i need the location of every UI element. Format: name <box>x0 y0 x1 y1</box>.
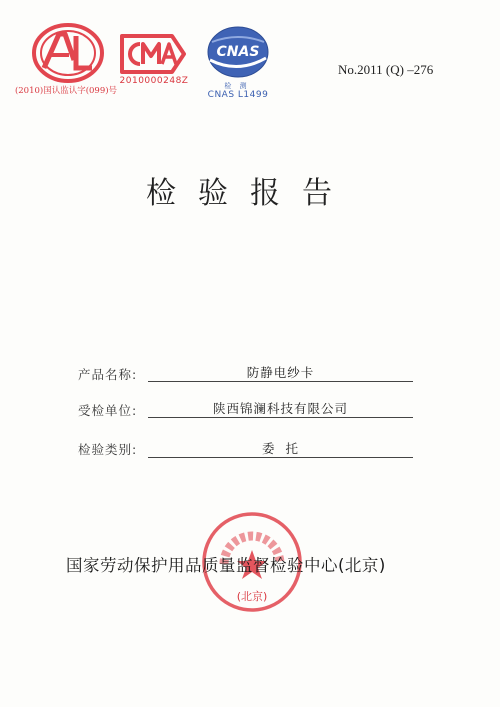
inspection-type-value: 委 托 <box>262 441 299 456</box>
cnas-logo-icon <box>204 24 272 82</box>
cnas-logo-text: CNAS <box>216 44 260 60</box>
cal-logo-icon <box>30 22 106 84</box>
cal-certificate-code: (2010)国认监认字(099)号 <box>14 86 118 96</box>
inspection-type-underline <box>148 457 413 458</box>
product-name-label: 产品名称: <box>78 367 138 382</box>
cnas-accreditation-code: CNAS L1499 <box>207 90 269 100</box>
inspection-type-label: 检验类别: <box>78 442 138 457</box>
inspected-unit-underline <box>148 417 413 418</box>
report-title: 检验报告 <box>146 176 354 211</box>
inspected-unit-value: 陕西锦澜科技有限公司 <box>212 401 348 416</box>
inspection-center-name: 国家劳动保护用品质量监督检验中心(北京) <box>66 556 386 575</box>
product-name-underline <box>148 381 413 382</box>
product-name-value: 防静电纱卡 <box>246 365 315 380</box>
cnas-sub-label: 检 测 <box>224 82 250 90</box>
cma-certificate-code: 2010000248Z <box>119 76 189 86</box>
report-number: No.2011 (Q) –276 <box>338 62 434 77</box>
cma-logo-icon <box>118 32 190 76</box>
inspected-unit-label: 受检单位: <box>78 403 138 418</box>
seal-inner-text: (北京) <box>236 590 268 603</box>
